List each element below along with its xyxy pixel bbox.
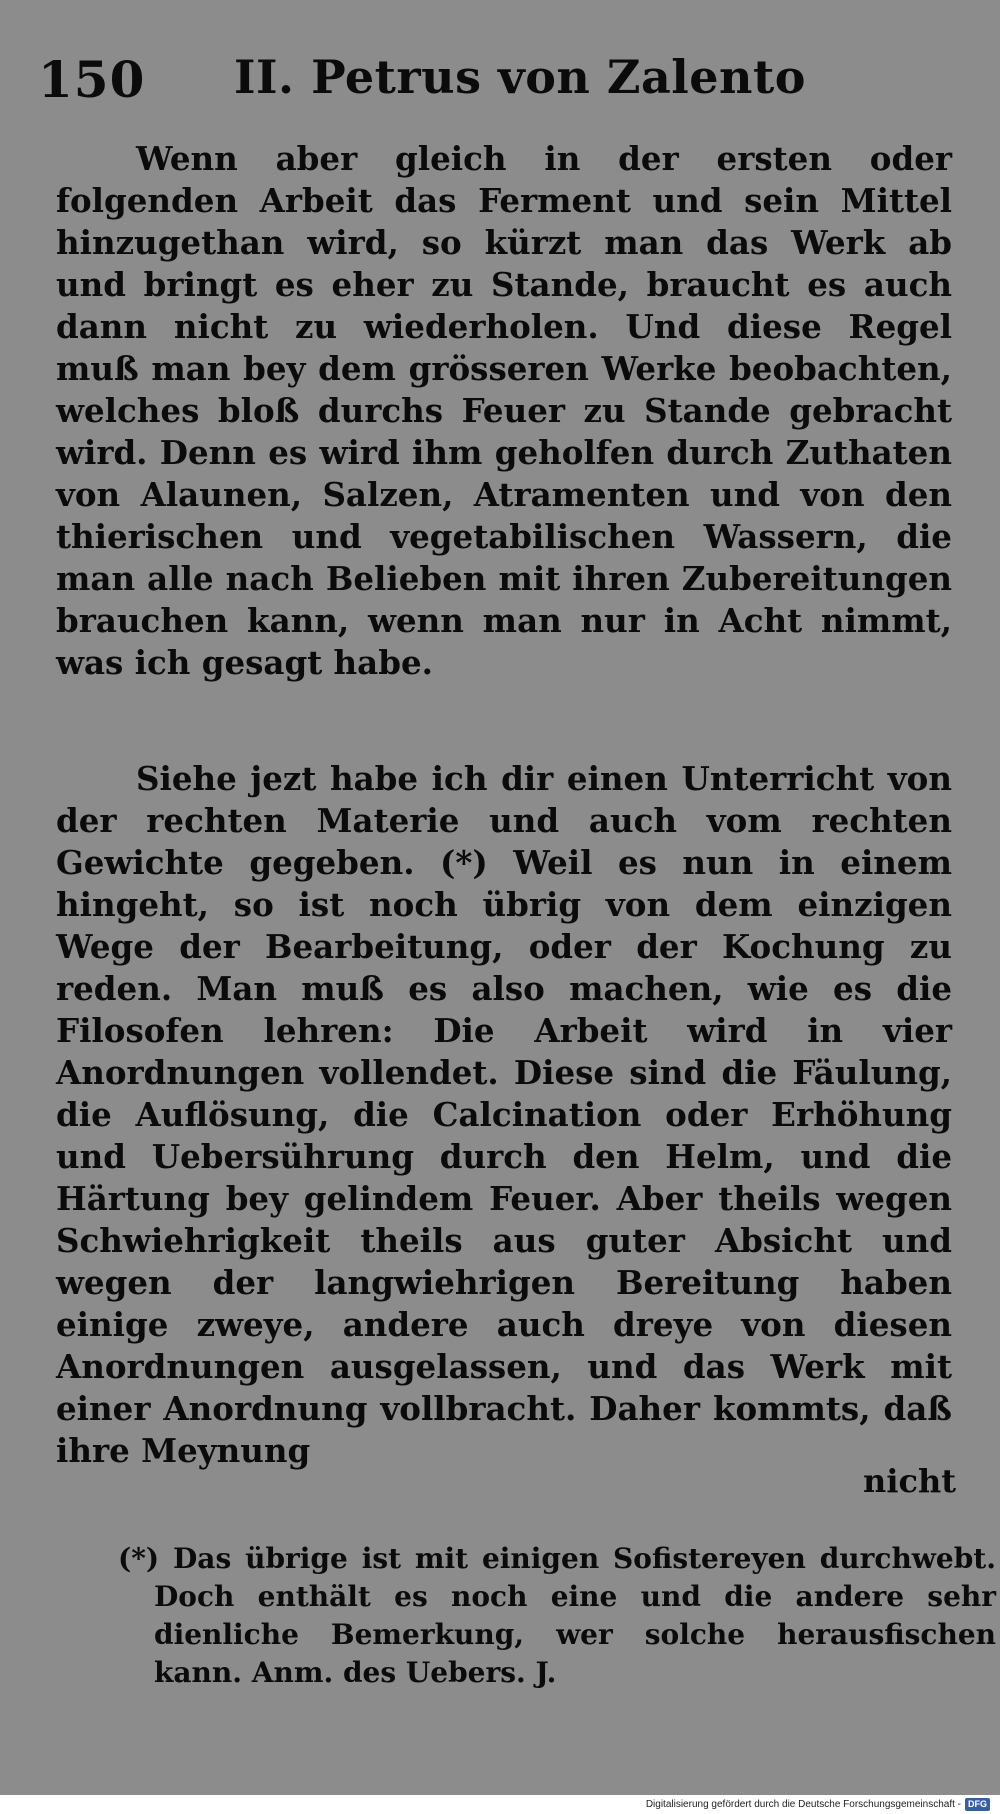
- catchword: nicht: [863, 1462, 956, 1500]
- footnote: (*) Das übrige ist mit einigen Sofistereyen durchwebt. Doch enthält es noch eine und die andere sehr dienliche Bemerkung, wer solche herausfischen kann. Anm. des Uebers. J.: [118, 1542, 996, 1689]
- body-paragraph-2: Siehe jezt habe ich dir einen Unterricht von der rechten Materie und auch vom rechten Gewichte gegeben. (*) Weil es nun in einem hingeht, so ist noch übrig von dem einzigen Wege der Bearbeitung, oder der Kochung zu reden. Man muß es also machen, wie es die Filosofen lehren: Die Arbeit wird in vier Anordnungen vollendet. Diese sind die Fäulung, die Auflösung, die Calcination oder Erhöhung und Uebersührung durch den Helm, und die Härtung bey gelindem Feuer. Aber theils wegen Schwiehrigkeit theils aus guter Absicht und wegen der langwiehrigen Bereitung haben einige zweye, andere auch dreye von diesen Anordnungen ausgelassen, und das Werk mit einer Anordnung vollbracht. Daher kommts, daß ihre Meynung: [56, 759, 952, 1470]
- footer-credit: Digitalisierung gefördert durch die Deutsche Forschungsgemeinschaft -: [645, 1799, 961, 1810]
- page-header: [38, 50, 968, 110]
- footer-bar: [0, 1795, 1000, 1814]
- running-title: II. Petrus von Zalento: [234, 50, 806, 104]
- body-paragraph-1: Wenn aber gleich in der ersten oder folgenden Arbeit das Ferment und sein Mittel hinzugethan wird, so kürzt man das Werk ab und bringt es eher zu Stande, braucht es auch dann nicht zu wiederholen. Und diese Regel muß man bey dem grösseren Werke beobachten, welches bloß durchs Feuer zu Stande gebracht wird. Denn es wird ihm geholfen durch Zuthaten von Alaunen, Salzen, Atramenten und von den thierischen und vegetabilischen Wassern, die man alle nach Belieben mit ihren Zubereitungen brauchen kann, wenn man nur in Acht nimmt, was ich gesagt habe.: [56, 139, 952, 682]
- dfg-logo-icon: DFG: [965, 1798, 990, 1811]
- page-number: 150: [38, 50, 146, 109]
